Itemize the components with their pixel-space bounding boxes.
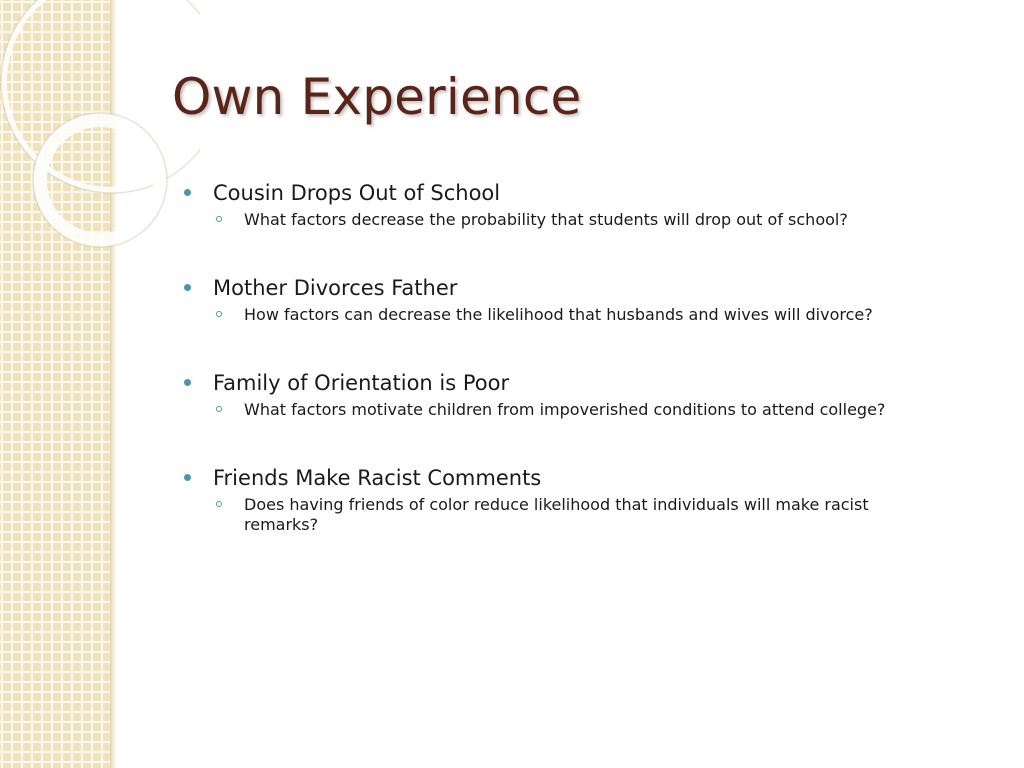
hollow-circle-bullet-icon	[216, 501, 222, 507]
sub-bullet-text: Does having friends of color reduce likelihood that individuals will make racist remarks?	[244, 495, 869, 534]
sub-bullet-text: What factors motivate children from impoverished conditions to attend college?	[244, 400, 886, 419]
bullet-group-1	[184, 178, 964, 230]
bullet-text: Family of Orientation is Poor	[213, 371, 510, 395]
bullet-group-3	[184, 368, 964, 420]
sub-bullet-text: How factors can decrease the likelihood that husbands and wives will divorce?	[244, 305, 873, 324]
filled-circle-bullet-icon	[184, 379, 191, 386]
bullet-text: Cousin Drops Out of School	[213, 181, 501, 205]
sub-bullet-item	[184, 495, 924, 535]
sub-bullet-item	[184, 400, 924, 420]
bullet-item	[184, 463, 964, 493]
bullet-group-2	[184, 273, 964, 325]
sub-bullet-item	[184, 305, 924, 325]
bullet-item	[184, 368, 964, 398]
decorative-circles-icon	[0, 0, 200, 300]
sub-bullet-item	[184, 210, 924, 230]
filled-circle-bullet-icon	[184, 284, 191, 291]
bullet-text: Mother Divorces Father	[213, 276, 458, 300]
hollow-circle-bullet-icon	[216, 311, 222, 317]
hollow-circle-bullet-icon	[216, 216, 222, 222]
bullet-text: Friends Make Racist Comments	[213, 466, 542, 490]
slide-title: Own Experience	[172, 68, 582, 126]
bullet-item	[184, 178, 964, 208]
bullet-group-4	[184, 463, 964, 535]
filled-circle-bullet-icon	[184, 474, 191, 481]
filled-circle-bullet-icon	[184, 189, 191, 196]
hollow-circle-bullet-icon	[216, 406, 222, 412]
sub-bullet-text: What factors decrease the probability that students will drop out of school?	[244, 210, 848, 229]
bullet-item	[184, 273, 964, 303]
